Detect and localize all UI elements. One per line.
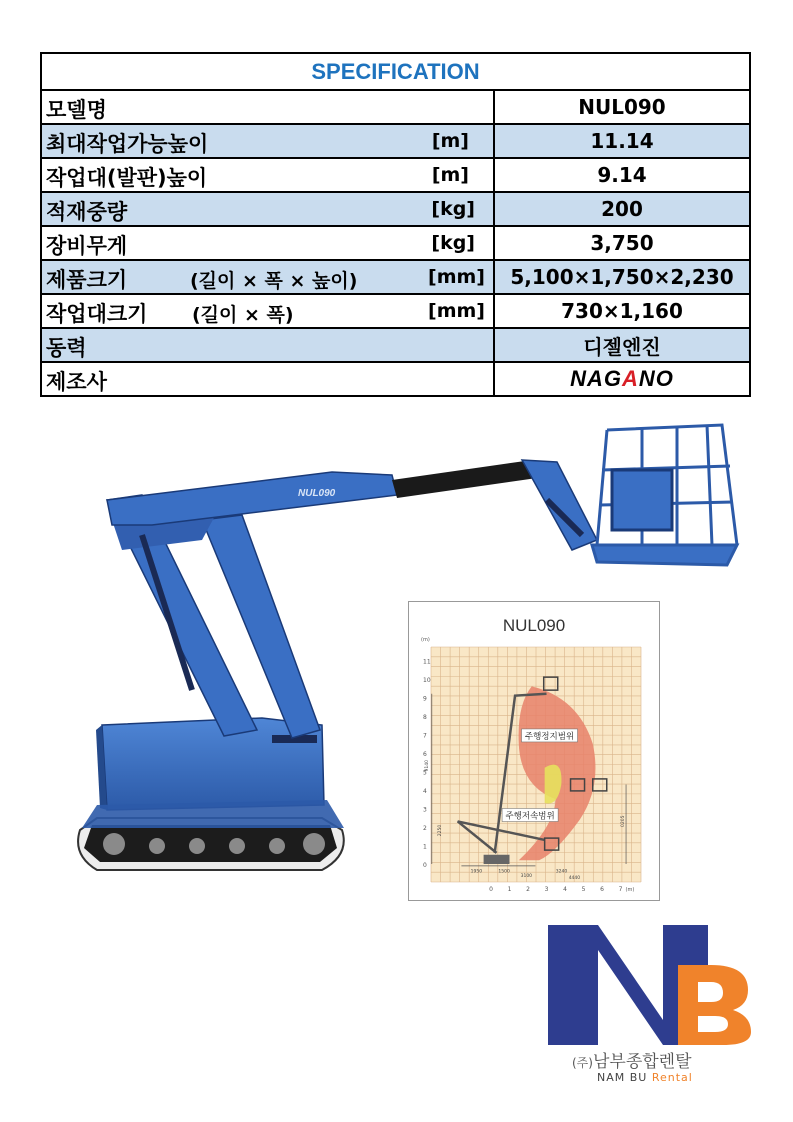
spec-value: 3,750	[590, 231, 654, 255]
working-range-diagram	[408, 601, 660, 901]
x-tick-label: 1	[507, 886, 512, 893]
spec-row-platform-size	[42, 293, 749, 327]
x-tick-label: 5	[581, 886, 586, 893]
spec-value: 5,100×1,750×2,230	[495, 261, 749, 293]
logo-text: NAG	[570, 366, 622, 391]
manufacturer-logo	[495, 363, 749, 395]
dimension-label: 4440	[568, 875, 581, 881]
spec-value: 11.14	[495, 125, 749, 157]
brand-en-rental: Rental	[651, 1071, 693, 1084]
spec-unit: [mm]	[428, 300, 485, 322]
dimension-label: 3100	[520, 873, 533, 879]
spec-unit: [kg]	[431, 198, 475, 220]
x-tick-label: 0	[489, 886, 493, 893]
spec-label: 적재중량	[46, 200, 128, 224]
spec-label: 작업대크기	[46, 302, 148, 326]
spec-label: 장비무게	[46, 234, 128, 258]
spec-value: 730×1,160	[561, 299, 683, 323]
brand-en-name: NAM BU	[597, 1071, 648, 1084]
y-tick-label: 8	[423, 714, 427, 721]
spec-value: 9.14	[597, 163, 647, 187]
y-tick-label: 5	[423, 769, 427, 777]
y-tick-label: 0	[423, 862, 427, 869]
logo-text: A	[622, 366, 639, 391]
x-tick-label: 6	[600, 886, 604, 893]
brand-english-name	[597, 1071, 693, 1084]
y-unit-label: (m)	[421, 637, 430, 643]
brand-prefix: (주)	[572, 1056, 593, 1070]
spec-row-power	[42, 327, 749, 361]
x-tick-label: 4	[563, 886, 567, 893]
dimension-label: 1950	[470, 869, 483, 875]
dimension-label: 9140	[425, 760, 431, 772]
x-tick-label: 3	[544, 886, 549, 893]
dimension-label: 0205	[621, 815, 627, 827]
diagram-title: NUL090	[502, 616, 566, 635]
y-tick-label: 3	[423, 806, 427, 814]
brand-name: 남부종합렌탈	[592, 1052, 692, 1072]
spec-label: 동력	[46, 336, 87, 360]
x-tick-label: 2	[526, 886, 530, 893]
spec-label: 모델명	[46, 98, 107, 122]
spec-value: 디젤엔진	[495, 329, 749, 361]
lower-boom	[107, 495, 320, 738]
stationary-zone-label: 주행정지범위	[524, 731, 575, 742]
y-tick-label: 4	[423, 788, 427, 795]
spec-unit: [kg]	[431, 232, 475, 254]
x-tick-label: 7	[618, 886, 623, 893]
spec-header	[42, 54, 749, 89]
x-unit-label: (m)	[625, 887, 635, 893]
dimension-label: 2250	[438, 824, 444, 837]
y-tick-label: 7	[423, 732, 427, 740]
spec-dims: (길이 × 폭)	[192, 304, 294, 326]
spec-row-max-height	[42, 123, 749, 157]
spec-title: SPECIFICATION	[311, 58, 480, 84]
spec-unit: [m]	[431, 130, 469, 152]
y-tick-label: 6	[423, 751, 427, 758]
spec-unit: [m]	[431, 164, 469, 186]
spec-label: 최대작업가능높이	[46, 132, 209, 156]
logo-b-icon	[678, 965, 751, 1045]
spec-value: 200	[495, 193, 749, 225]
slow-zone-label: 주행저속범위	[505, 811, 555, 822]
y-tick-label: 10	[423, 677, 431, 684]
spec-dims: (길이 × 폭 × 높이)	[190, 270, 358, 292]
machine-base-icon	[484, 855, 510, 864]
spec-row-weight	[42, 225, 749, 259]
brand-korean-name	[572, 1047, 692, 1072]
logo-text: NO	[638, 366, 674, 391]
spec-label: 제품크기	[46, 268, 128, 292]
working-range-chart	[409, 602, 659, 902]
boom-model-text: NUL090	[298, 488, 336, 499]
y-tick-label: 9	[423, 695, 427, 703]
y-tick-label: 11	[423, 658, 431, 666]
spec-row-model	[42, 89, 749, 123]
dimension-label: 1500	[498, 869, 510, 875]
spec-row-load	[42, 191, 749, 225]
y-tick-label: 2	[423, 825, 427, 832]
spec-row-manufacturer	[42, 361, 749, 395]
spec-row-platform-height	[42, 157, 749, 191]
work-platform-basket	[592, 425, 737, 565]
spec-label: 제조사	[46, 370, 107, 394]
spec-unit: [mm]	[428, 266, 485, 288]
spec-label: 작업대(발판)높이	[46, 166, 208, 190]
dimension-label: 3240	[555, 869, 568, 875]
specification-table	[40, 52, 751, 397]
spec-row-size	[42, 259, 749, 293]
y-tick-label: 1	[423, 843, 427, 851]
spec-value: NUL090	[578, 95, 666, 119]
